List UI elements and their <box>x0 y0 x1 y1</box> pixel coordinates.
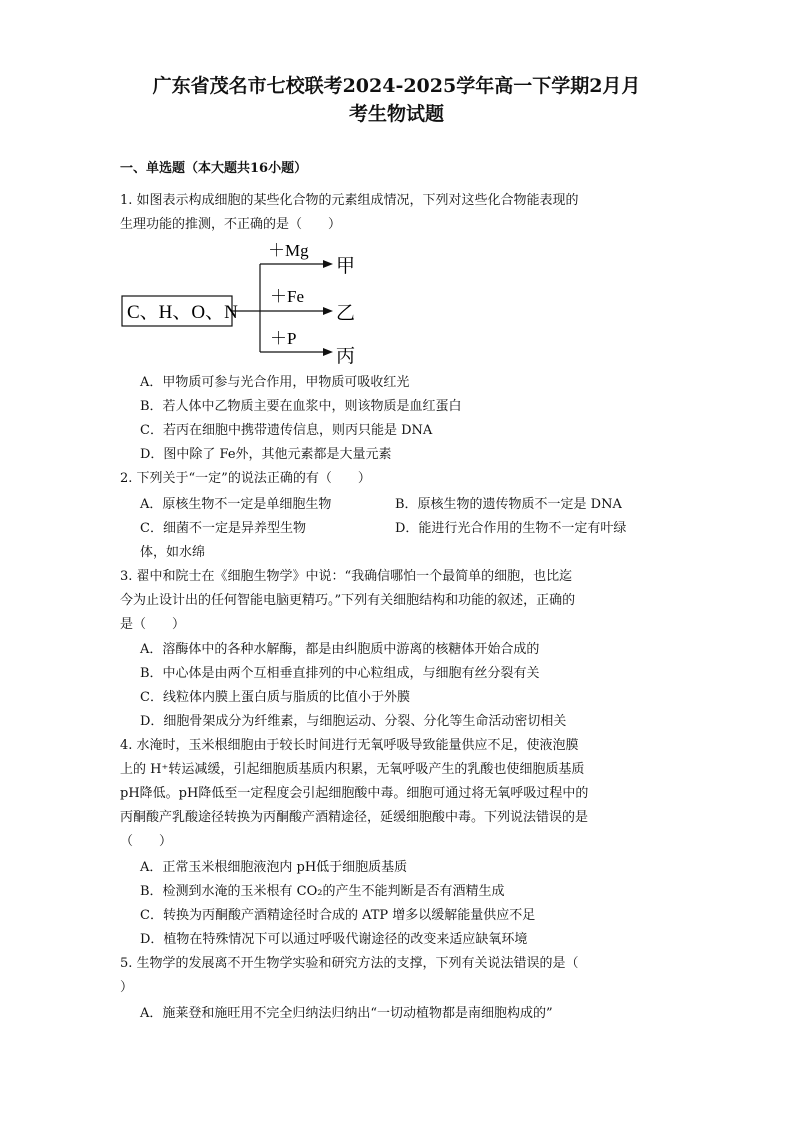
q2-option-d: D．能进行光合作用的生物不一定有叶绿 <box>395 521 627 536</box>
q2-stem: 2. 下列关于“一定”的说法正确的有（ ） <box>120 471 371 486</box>
q4-option-d: D．植物在特殊情况下可以通过呼吸代谢途径的改变来适应缺氧环境 <box>140 932 528 947</box>
q3-stem-line-1: 3. 翟中和院士在《细胞生物学》中说：“我确信哪怕一个最简单的细胞，也比迄 <box>120 569 573 584</box>
q1-stem-line-1: 1. 如图表示构成细胞的某些化合物的元素组成情况，下列对这些化合物能表现的 <box>120 193 579 208</box>
q4-stem-line-3: pH降低。pH降低至一定程度会引起细胞酸中毒。细胞可通过将无氧呼吸过程中的 <box>120 786 589 801</box>
q3-option-b: B．中心体是由两个互相垂直排列的中心粒组成，与细胞有丝分裂有关 <box>140 666 540 681</box>
q5-option-a: A．施莱登和施旺用不完全归纳法归纳出“一切动植物都是南细胞构成的” <box>140 1006 553 1021</box>
q5-stem-line-1: 5. 生物学的发展离不开生物学实验和研究方法的支撑，下列有关说法错误的是（ <box>120 956 579 971</box>
label-fe: ＋Fe <box>270 287 304 306</box>
q2-option-a: A．原核生物不一定是单细胞生物 <box>140 497 332 512</box>
section-heading: 一、单选题（本大题共16小题） <box>120 161 308 176</box>
q3-stem-line-2: 今为止设计出的任何智能电脑更精巧。”下列有关细胞结构和功能的叙述，正确的 <box>120 593 576 608</box>
element-box-label: C、H、O、N <box>127 302 238 323</box>
label-p: ＋P <box>270 329 297 348</box>
q2-option-d-cont: 体，如水绵 <box>140 545 206 560</box>
title-line-1: 广东省茂名市七校联考2024-2025学年高一下学期2月月 <box>152 75 641 97</box>
q3-option-c: C．线粒体内膜上蛋白质与脂质的比值小于外膜 <box>140 690 410 705</box>
target-yi: 乙 <box>336 302 356 324</box>
q3-option-d: D．细胞骨架成分为纤维素，与细胞运动、分裂、分化等生命活动密切相关 <box>140 714 567 729</box>
target-bing: 丙 <box>336 345 356 367</box>
q4-stem-line-2: 上的 H⁺转运减缓，引起细胞质基质内积累，无氧呼吸产生的乳酸也使细胞质基质 <box>120 762 585 777</box>
q3-option-a: A．溶酶体中的各种水解酶，都是由纠胞质中游离的核糖体开始合成的 <box>140 642 540 657</box>
q4-option-a: A．正常玉米根细胞液泡内 pH低于细胞质基质 <box>140 860 408 875</box>
q5-stem-line-2: ） <box>120 980 134 995</box>
q3-stem-line-3: 是（ ） <box>120 617 186 632</box>
q4-stem-line-1: 4. 水淹时，玉米根细胞由于较长时间进行无氧呼吸导致能量供应不足，使液泡膜 <box>120 738 579 753</box>
q1-option-a: A．甲物质可参与光合作用，甲物质可吸收红光 <box>140 375 410 390</box>
q2-option-c: C．细菌不一定是异养型生物 <box>140 521 306 536</box>
q1-option-b: B．若人体中乙物质主要在血浆中，则该物质是血红蛋白 <box>140 399 462 414</box>
q1-stem-line-2: 生理功能的推测，不正确的是（ ） <box>120 217 342 232</box>
q4-stem-line-5: （ ） <box>120 834 173 849</box>
q1-option-d: D．图中除了 Fe外，其他元素都是大量元素 <box>140 447 392 462</box>
q2-option-b: B．原核生物的遗传物质不一定是 DNA <box>395 497 622 512</box>
q4-option-b: B．检测到水淹的玉米根有 CO₂的产生不能判断是否有酒精生成 <box>140 884 505 899</box>
target-jia: 甲 <box>336 255 356 277</box>
element-composition-diagram <box>120 234 380 370</box>
label-mg: ＋Mg <box>268 241 309 260</box>
q4-stem-line-4: 丙酮酸产乳酸途径转换为丙酮酸产酒精途径，延缓细胞酸中毒。下列说法错误的是 <box>120 810 589 825</box>
title-line-2: 考生物试题 <box>348 103 444 125</box>
q4-option-c: C．转换为丙酮酸产酒精途径时合成的 ATP 增多以缓解能量供应不足 <box>140 908 536 923</box>
q1-option-c: C．若丙在细胞中携带遗传信息，则丙只能是 DNA <box>140 423 433 438</box>
